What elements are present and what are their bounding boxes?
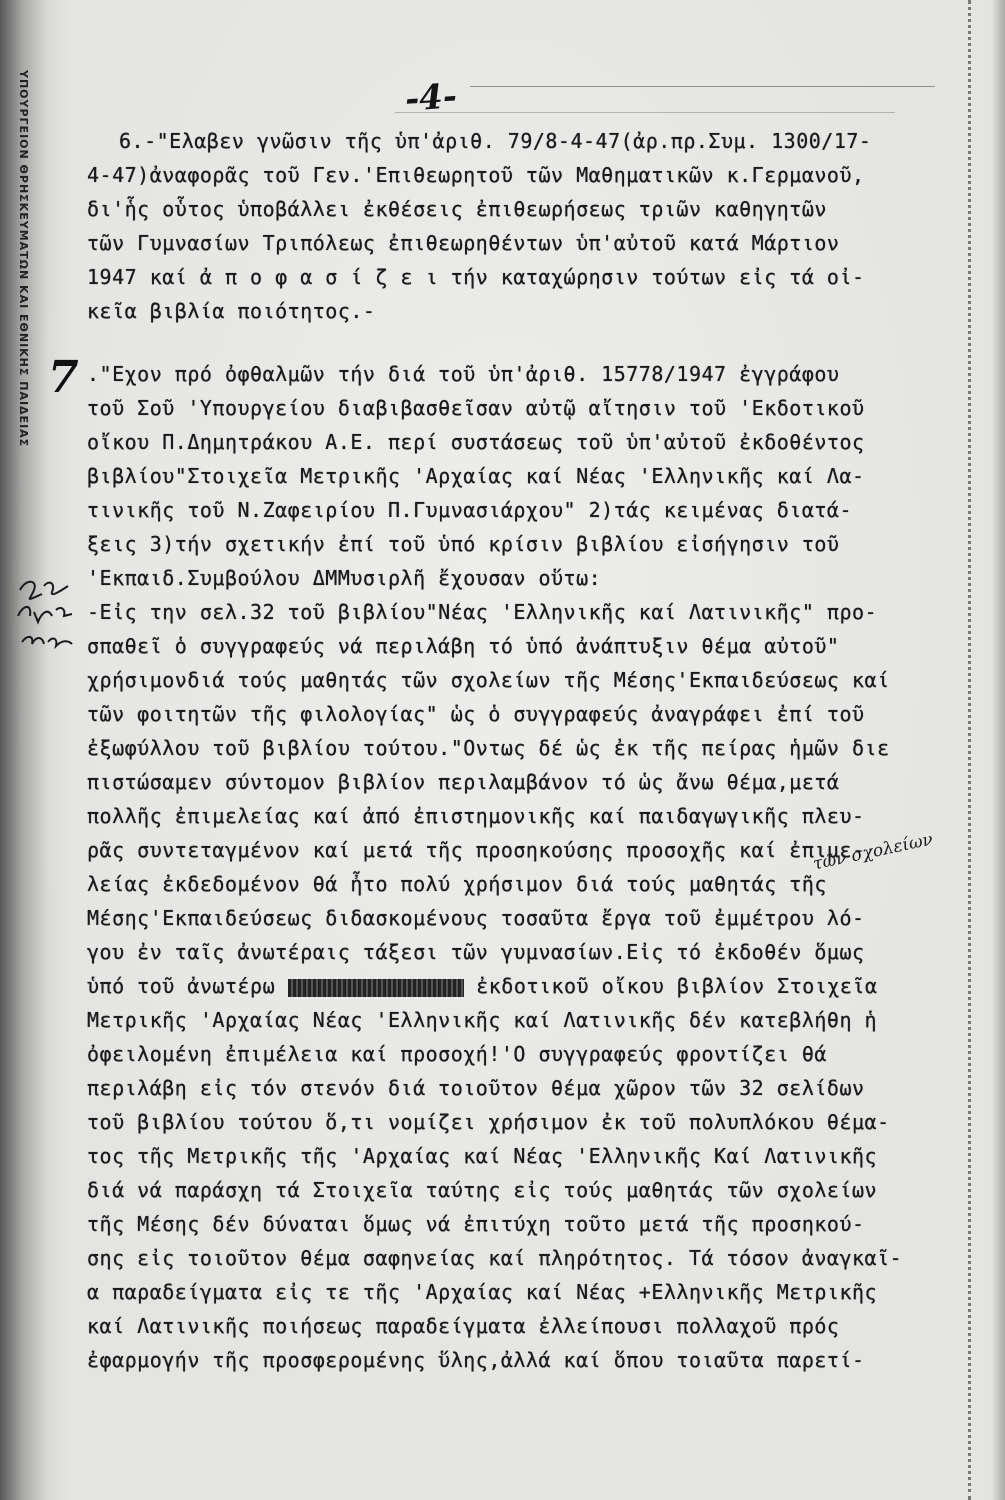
text-line: οἴκου Π.Δημητράκου Α.Ε. περί συστάσεως τοῦ ὑπ'αὐτοῦ ἐκδοθέντος xyxy=(87,430,865,454)
text-line: κεῖα βιβλία ποιότητος.- xyxy=(87,299,376,323)
ministry-margin-header: ΥΠΟΥΡΓΕΙΟΝ ΘΡΗΣΚΕΥΜΑΤΩΝ ΚΑΙ ΕΘΝΙΚΗΣ ΠΑΙΔΕΙΑΣ xyxy=(17,70,30,448)
paragraph-6 xyxy=(87,124,871,328)
text-line: τοῦ βιβλίου τούτου ὅ,τι νομίζει χρήσιμον ἐκ τοῦ πολυπλόκου θέμα- xyxy=(87,1110,890,1134)
text-line: διά νά παράσχη τά Στοιχεῖα ταύτης εἰς τούς μαθητάς τῶν σχολείων xyxy=(87,1178,878,1202)
text-segment: ἐκδοτικοῦ οἴκου βιβλίον Στοιχεῖα xyxy=(463,974,878,998)
text-line: τος τῆς Μετρικῆς τῆς 'Αρχαίας καί Νέας 'Ελληνικῆς Καί Λατινικῆς xyxy=(87,1144,878,1168)
top-rule xyxy=(470,86,935,87)
text-line: σπαθεῖ ὁ συγγραφεύς νά περιλάβη τό ὑπό ἀνάπτυξιν θέμα αὐτοῦ" xyxy=(87,634,840,658)
text-line: πιστώσαμεν σύντομον βιβλίον περιλαμβάνον τό ὡς ἄνω θέμα,μετά xyxy=(87,770,840,794)
text-line: τῶν Γυμνασίων Τριπόλεως ἐπιθεωρηθέντων ὑπ'αὐτοῦ κατά Μάρτιον xyxy=(87,231,840,255)
text-line: 4-47)ἀναφορᾶς τοῦ Γεν.'Επιθεωρητοῦ τῶν Μαθηματικῶν κ.Γερμανοῦ, xyxy=(87,163,865,187)
text-line: τῶν φοιτητῶν τῆς φιλολογίας" ὡς ὁ συγγραφεύς ἀναγράφει ἐπί τοῦ xyxy=(87,702,865,726)
text-line: χρήσιμονδιά τούς μαθητάς τῶν σχολείων τῆς Μέσης'Εκπαιδεύσεως καί xyxy=(87,668,890,692)
text-line: περιλάβη εἰς τόν στενόν διά τοιοῦτον θέμα χῶρον τῶν 32 σελίδων xyxy=(87,1076,865,1100)
text-line: 'Εκπαιδ.Συμβούλου ΔΜΜυσιρλῆ ἔχουσαν οὕτω: xyxy=(87,566,602,590)
text-line: 1947 καί ἀ π ο φ α σ ί ζ ε ι τήν καταχώρησιν τούτων εἰς τά οἰ- xyxy=(87,265,865,289)
text-line: ἐξωφύλλου τοῦ βιβλίου τούτου."Οντως δέ ὡς ἐκ τῆς πείρας ἡμῶν διε xyxy=(87,736,890,760)
text-line: Μέσης'Εκπαιδεύσεως διδασκομένους τοσαῦτα ἔργα τοῦ ἐμμέτρου λό- xyxy=(87,906,865,930)
text-line: ὀφειλομένη ἐπιμέλεια καί προσοχή!'Ο συγγραφεύς φροντίζει θά xyxy=(87,1042,827,1066)
text-line: τοῦ Σοῦ 'Υπουργείου διαβιβασθεῖσαν αὐτῷ αἴτησιν τοῦ 'Εκδοτικοῦ xyxy=(87,396,865,420)
text-segment: ὑπό τοῦ ἀνωτέρω xyxy=(87,974,288,998)
page-right-shadow xyxy=(991,0,1005,1500)
text-line: ξεις 3)τήν σχετικήν ἐπί τοῦ ὑπό κρίσιν βιβλίου εἰσήγησιν τοῦ xyxy=(87,532,840,556)
text-line: -Εἰς την σελ.32 τοῦ βιβλίου"Νέας 'Ελληνικῆς καί Λατινικῆς" προ- xyxy=(87,600,878,624)
text-line: ρᾶς συντεταγμένον καί μετά τῆς προσηκούσης προσοχῆς καί ἐπιμε- xyxy=(87,838,865,862)
text-line: τῆς Μέσης δέν δύναται ὅμως νά ἐπιτύχη τοῦτο μετά τῆς προσηκού- xyxy=(87,1212,865,1236)
text-line: βιβλίου"Στοιχεῖα Μετρικῆς 'Αρχαίας καί Νέας 'Ελληνικῆς καί Λα- xyxy=(87,464,865,488)
text-line: γου ἐν ταῖς ἀνωτέραις τάξεσι τῶν γυμνασίων.Εἰς τό ἐκδοθέν ὅμως xyxy=(87,940,865,964)
text-line: πολλῆς ἐπιμελείας καί ἀπό ἐπιστημονικῆς καί παιδαγωγικῆς πλευ- xyxy=(87,804,865,828)
page-number: -4- xyxy=(403,76,459,120)
text-line: λείας ἐκδεδομένον θά ἦτο πολύ χρήσιμον διά τούς μαθητάς τῆς xyxy=(87,872,827,896)
paragraph-7 xyxy=(87,357,902,1377)
text-line-with-redaction xyxy=(87,969,902,1003)
text-line: σης εἰς τοιοῦτον θέμα σαφηνείας καί πληρότητος. Τά τόσον ἀναγκαῖ- xyxy=(87,1246,903,1270)
header-rule xyxy=(395,112,895,113)
handwritten-paragraph-number: 7 xyxy=(48,352,79,403)
text-line: ἐφαρμογήν τῆς προσφερομένης ὕλης,ἀλλά καί ὅπου τοιαῦτα παρετί- xyxy=(87,1348,865,1372)
text-line: Μετρικῆς 'Αρχαίας Νέας 'Ελληνικῆς καί Λατινικῆς δέν κατεβλήθη ἡ xyxy=(87,1008,878,1032)
handwritten-insertion: τῶν σχολείων xyxy=(811,829,935,875)
binding-holes-edge xyxy=(968,0,977,1500)
text-line: τινικῆς τοῦ Ν.Ζαφειρίου Π.Γυμνασιάρχου" 2)τάς κειμένας διατά- xyxy=(87,498,853,522)
text-line: καί Λατινικῆς ποιήσεως παραδείγματα ἐλλείπουσι πολλαχοῦ πρός xyxy=(87,1314,840,1338)
crossed-out-word xyxy=(288,979,464,997)
text-line: 6.-"Ελαβεν γνῶσιν τῆς ὑπ'ἀριθ. 79/8-4-47(ἀρ.πρ.Συμ. 1300/17- xyxy=(119,129,872,153)
handwritten-margin-note xyxy=(12,572,82,662)
text-line: α παραδείγματα εἰς τε τῆς 'Αρχαίας καί Νέας +Ελληνικῆς Μετρικῆς xyxy=(87,1280,878,1304)
text-line: δι'ἧς οὗτος ὑποβάλλει ἐκθέσεις ἐπιθεωρήσεως τριῶν καθηγητῶν xyxy=(87,197,827,221)
text-line: ."Εχον πρό ὀφθαλμῶν τήν διά τοῦ ὑπ'ἀριθ. 15778/1947 ἐγγράφου xyxy=(87,362,840,386)
